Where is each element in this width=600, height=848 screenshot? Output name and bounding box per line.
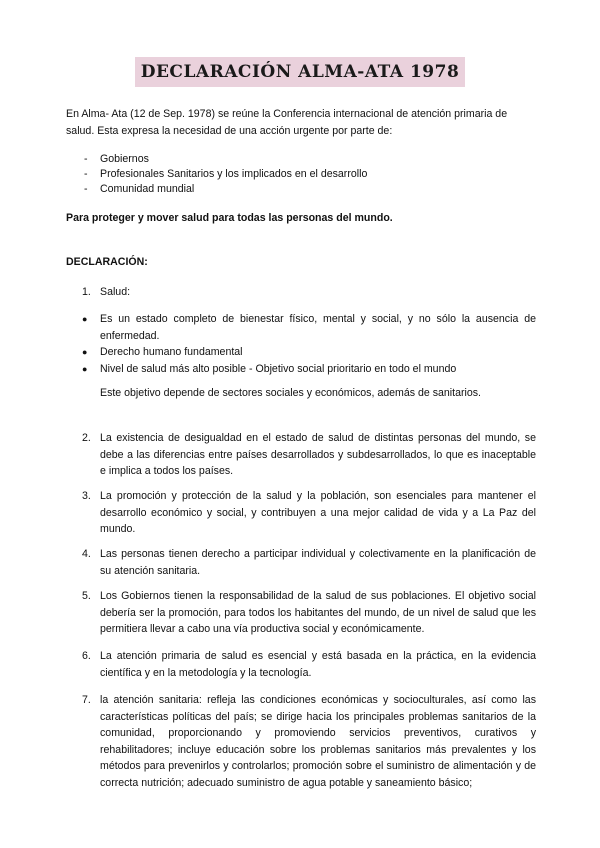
item-number: 3. bbox=[82, 490, 91, 502]
item-number: 1. bbox=[82, 286, 91, 298]
health-note: Este objetivo depende de sectores sociales y económicos, además de sanitarios. bbox=[100, 387, 482, 399]
intro-paragraph: En Alma- Ata (12 de Sep. 1978) se reúne la Conferencia internacional de atención primaria de salud. Esta expresa la necesidad de una acción urgente por parte de: bbox=[66, 108, 508, 137]
item-text: La atención primaria de salud es esencial y está basada en la práctica, en la evidencia científica y en la metodología y la tecnología. bbox=[100, 650, 536, 679]
purpose-statement: Para proteger y mover salud para todas las personas del mundo. bbox=[66, 212, 393, 224]
item-number: 2. bbox=[82, 432, 91, 444]
item-text: la atención sanitaria: refleja las condiciones económicas y socioculturales, así como las características políticas del país; se dirige hacia los principales problemas sanitarios de la comunidad, proporcionando y promoviendo servicios preventivos, curativos y rehabilitadores; incluye educación sobre los problemas sanitarios más prevalentes y los métodos para prevenirlos y controlarlos; promoción sobre el suministro de alimentación y de correcta nutrición; adecuado suministro de agua potable y saneamiento básico; bbox=[100, 694, 536, 789]
list-item: - Profesionales Sanitarios y los implicados en el desarrollo bbox=[66, 167, 536, 182]
item-text: La existencia de desigualdad en el estado de salud de distintas personas del mundo, se debe a las diferencias entre países desarrollados y subdesarrollados, lo que es inaceptable e implica a todos los países. bbox=[100, 432, 536, 477]
list-item: - Comunidad mundial bbox=[66, 182, 536, 197]
parties-list bbox=[66, 152, 536, 197]
item-number: 6. bbox=[82, 650, 91, 662]
item-number: 7. bbox=[82, 694, 91, 706]
item-text: Salud: bbox=[100, 286, 131, 298]
health-points-list bbox=[66, 311, 536, 377]
list-item: - Gobiernos bbox=[66, 152, 536, 167]
declaration-heading: DECLARACIÓN: bbox=[66, 256, 148, 268]
title-container bbox=[0, 57, 600, 87]
list-item: ● Es un estado completo de bienestar físico, mental y social, y no sólo la ausencia de enfermedad. bbox=[66, 311, 536, 344]
item-text: Las personas tienen derecho a participar individual y colectivamente en la planificación de su atención sanitaria. bbox=[100, 548, 536, 577]
item-text: La promoción y protección de la salud y la población, son esenciales para mantener el desarrollo económico y social, y contribuyen a una mejor calidad de vida y a La Paz del mundo. bbox=[100, 490, 536, 535]
item-text: Los Gobiernos tienen la responsabilidad de la salud de sus poblaciones. El objetivo social debería ser la promoción, para todos los habitantes del mundo, de un nivel de salud que les permitiera llevar a cabo una vía productiva social y económicamente. bbox=[100, 590, 536, 635]
document-title: DECLARACIÓN ALMA-ATA 1978 bbox=[135, 57, 466, 87]
item-number: 4. bbox=[82, 548, 91, 560]
list-item: ● Derecho humano fundamental bbox=[66, 344, 536, 361]
item-number: 5. bbox=[82, 590, 91, 602]
list-item: ● Nivel de salud más alto posible - Objetivo social prioritario en todo el mundo bbox=[66, 361, 536, 378]
